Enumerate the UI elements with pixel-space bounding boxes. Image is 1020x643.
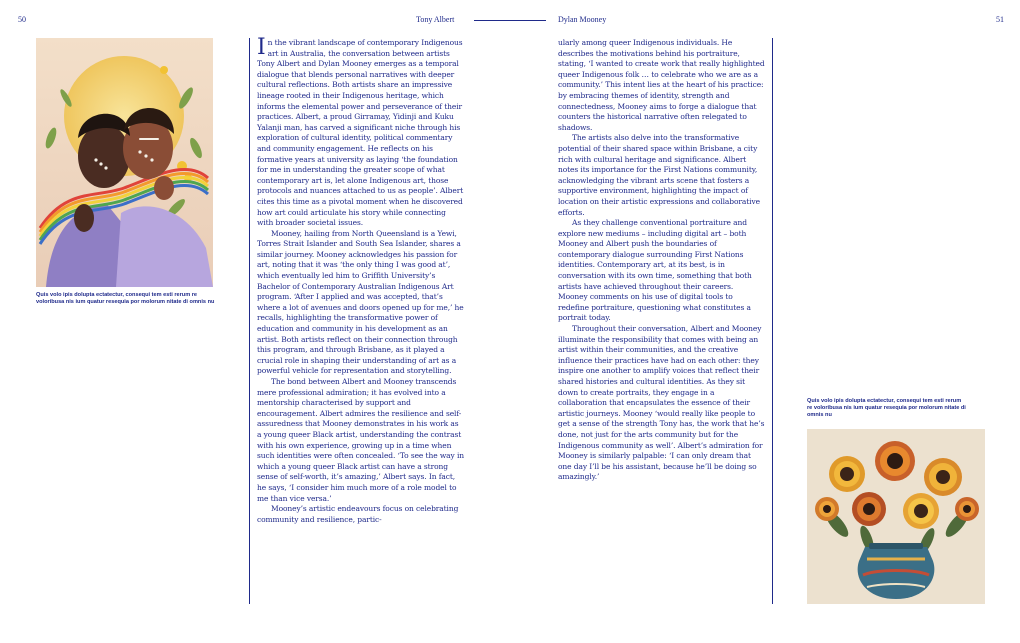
sunflower-vase-painting [807,429,985,604]
paragraph-4-continued: ularly among queer Indigenous individuals. He describes the motivations behind his portraiture, stating, ‘I wanted to create work that really highlighted queer Indigenous folk … to celebrate who we are as a community.’ This intent lies at the heart of his practice: by embracing themes of identity, strength and connectedness, Mooney aims to forge a dialogue that counters the historical narrative often relegated to shadows. [558,38,765,132]
paragraph-3: The bond between Albert and Mooney transcends mere professional admiration; it has evolved into a mentorship characterised by support and encouragement. Albert admires the resilience and self-assuredness that Mooney demonstrates in his work as a young queer Black artist, understanding the contrast with his own experience, growing up in a time when such identities were often concealed. ‘To see the way in which a young queer Black artist can have a strong sense of self-worth, it’s amazing,’ Albert says. In fact, he says, ‘I consider him much more of a role model to me than vice versa.’ [257,377,464,503]
right-page [510,0,1020,643]
right-page-number: 51 [996,15,1004,24]
column-rule-right [772,38,773,604]
article-column-2 [558,38,765,483]
paragraph-4-start: Mooney’s artistic endeavours focus on celebrating community and resilience, partic- [257,504,459,524]
right-running-title: Dylan Mooney [558,15,607,24]
paragraph-5: The artists also delve into the transformative potential of their shared space within Brisbane, a city rich with cultural heritage and significance. Albert notes its importance for the First Nations community, acknowledging the vibrant arts scene that fosters a supportive environment, highlighting the impact of location on their artistic expressions and collaborative efforts. [558,133,760,217]
sunflower-artwork [807,429,985,604]
left-running-title: Tony Albert [416,15,455,24]
column-rule-left [249,38,250,604]
drop-cap: I [257,35,266,60]
paragraph-7: Throughout their conversation, Albert and Mooney illuminate the responsibility that comes with being an artist within their communities, and the creative influence their practices have had on each other: they inspire one another to amplify voices that reflect their shared histories and cultural identities. As they sit down to create portraits, they engage in a collaboration that encapsulates the essence of their artistic journeys. Mooney ‘would really like people to get a sense of the strength Tony has, the work that he’s done, not just for the arts community but for the Indigenous community as well’. Albert’s admiration for Mooney is similarly palpable: ‘I can only dream that one day I’ll be his assistant, because he’ll be doing so amazingly.’ [558,324,765,482]
paragraph-2: Mooney, hailing from North Queensland is a Yewi, Torres Strait Islander and South Sea Islander, shares a similar journey. Mooney acknowledges his passion for art, noting that it was ‘the only thing I was good at’, which eventually led him to Griffith University’s Bachelor of Contemporary Australian Indigenous Art program. ‘After I applied and was accepted, that’s where a lot of avenues and doors opened up for me,’ he recalls, highlighting the transformative power of education and community in his development as an artist. Both artists reflect on their connection through this program, and through Brisbane, as it played a crucial role in shaping their understanding of art as a powerful vehicle for representation and storytelling. [257,228,464,376]
left-artwork-caption: Quis volo ipis dolupta ectatectur, consequi tem esti rerum re voloribusa nis ium quatur resequia por molorum nitate di omnis nu [36,292,215,305]
paragraph-1-text: n the vibrant landscape of contemporary Indigenous art in Australia, the conversation between artists Tony Albert and Dylan Mooney emerges as a temporal dialogue that blends personal narratives with deeper cultural reflections. Both artists share an impressive lineage rooted in their Indigenous heritage, which informs the elemental power and perseverance of their practices. Albert, a proud Girramay, Yidinji and Kuku Yalanji man, has carved a significant niche through his exploration of cultural identity, political commentary and community engagement. He reflects on his formative years at university as laying ‘the foundation for me in understanding the greater scope of what contemporary art is, let alone Indigenous art, those protocols and nuances attached to us as people’. Albert cites this time as a pivotal moment when he discovered how art could articulate his story while connecting with broader societal issues. [257,38,464,228]
header-rule-left [474,20,510,21]
right-artwork-caption: Quis volo ipis dolupta ectatectur, consequi tem esti rerum re voloribusa nis ium quatur resequia por molorum nitate di omnis nu [807,398,966,418]
left-page-number: 50 [18,15,26,24]
portrait-artwork [36,38,213,287]
paragraph-6: As they challenge conventional portraiture and explore new mediums – including digital art – both Mooney and Albert push the boundaries of contemporary dialogue surrounding First Nations identities. Contemporary art, at its best, is in conversation with its own time, something that both artists have achieved throughout their careers. Mooney comments on his use of digital tools to redefine portraiture, questioning what constitutes a portrait today. [558,218,752,323]
header-rule-right [510,20,546,21]
article-column-1 [257,35,464,525]
paragraph-1 [257,35,464,229]
portrait-illustration [36,38,213,287]
